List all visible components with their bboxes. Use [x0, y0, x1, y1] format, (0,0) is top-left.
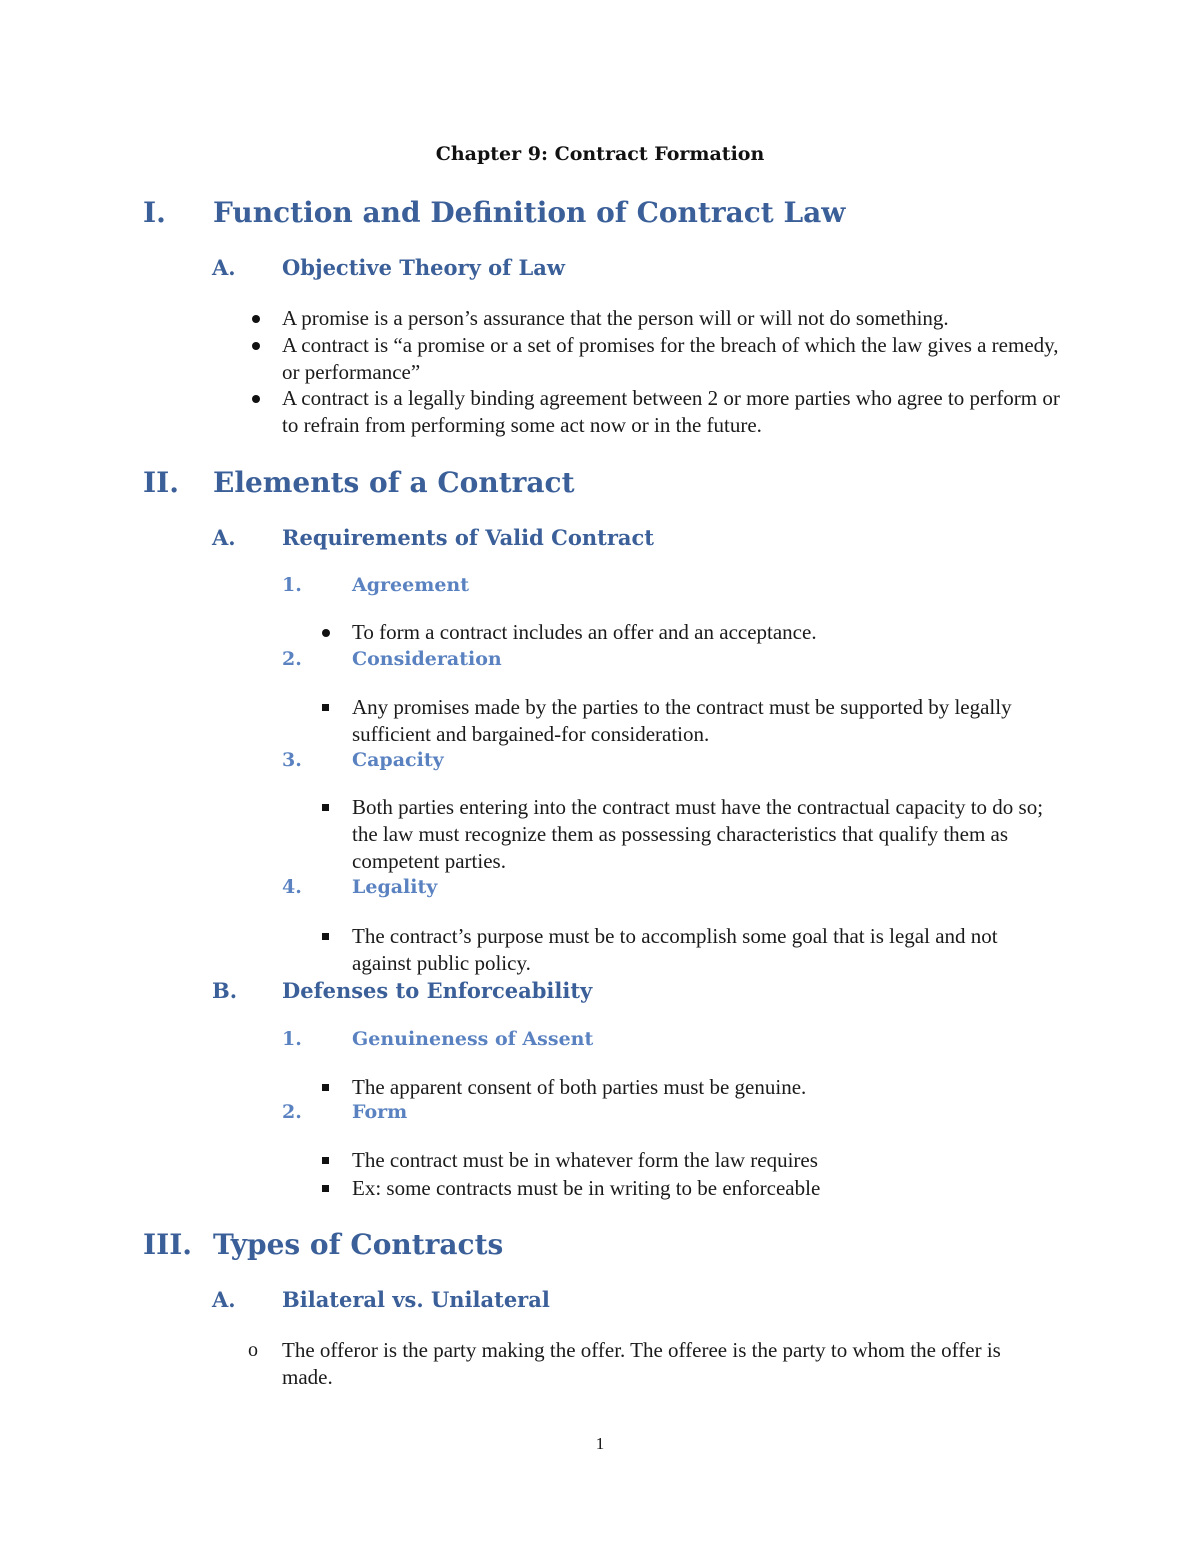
bullet-item [352, 794, 1062, 875]
subsection-title: Requirements of Valid Contract [282, 525, 654, 550]
bullet-text: The apparent consent of both parties must be genuine. [352, 1075, 807, 1099]
item-number: 2. [282, 648, 302, 670]
section-title: Elements of a Contract [213, 466, 575, 499]
item-title: Genuineness of Assent [352, 1028, 594, 1050]
page-title: Chapter 9: Contract Formation [435, 143, 765, 165]
item-number: 2. [282, 1101, 302, 1123]
bullet-item [352, 694, 1062, 748]
bullet-text: A contract is “a promise or a set of promises for the breach of which the law gives a remedy, or performance” [282, 333, 1059, 384]
page-number: 1 [595, 1434, 605, 1453]
item-title: Consideration [352, 648, 502, 670]
item-number: 3. [282, 749, 302, 771]
bullet-text: A contract is a legally binding agreement between 2 or more parties who agree to perform or to refrain from performing some act now or in the future. [282, 386, 1060, 437]
subsection-number: A. [212, 255, 236, 280]
bullet-text: Ex: some contracts must be in writing to be enforceable [352, 1176, 821, 1200]
bullet-text: Both parties entering into the contract must have the contractual capacity to do so; the law must recognize them as possessing characteristics that qualify them as competent parties. [352, 795, 1044, 873]
item-number: 1. [282, 1028, 302, 1050]
bullet-item [282, 385, 1072, 439]
bullet-item [352, 1147, 1062, 1174]
bullet-text: The contract’s purpose must be to accomplish some goal that is legal and not against public policy. [352, 924, 998, 975]
section-title: Types of Contracts [213, 1228, 504, 1261]
item-number: 1. [282, 574, 302, 596]
subsection-number: A. [212, 1287, 236, 1312]
bullet-text: The contract must be in whatever form the law requires [352, 1148, 818, 1172]
item-title: Agreement [352, 574, 469, 596]
item-title: Capacity [352, 749, 444, 771]
item-title: Legality [352, 876, 438, 898]
bullet-text: To form a contract includes an offer and an acceptance. [352, 620, 817, 644]
subsection-number: B. [212, 978, 238, 1003]
bullet-item [282, 332, 1072, 386]
bullet-item [282, 305, 1072, 332]
item-number: 4. [282, 876, 302, 898]
bullet-item: o The offeror is the party making the offer. The offeree is the party to whom the offer is made. [248, 1338, 1001, 1389]
bullet-text: A promise is a person’s assurance that the person will or will not do something. [282, 306, 949, 330]
section-number: II. [143, 466, 179, 499]
section-number: I. [143, 196, 166, 229]
subsection-title: Bilateral vs. Unilateral [282, 1287, 550, 1312]
subsection-title: Defenses to Enforceability [282, 978, 593, 1003]
subsection-number: A. [212, 525, 236, 550]
bullet-item [352, 923, 1062, 977]
bullet-text: The offeror is the party making the offer. The offeree is the party to whom the offer is made. [282, 1338, 1001, 1389]
item-title: Form [352, 1101, 408, 1123]
section-number: III. [143, 1228, 193, 1261]
section-title: Function and Definition of Contract Law [213, 196, 846, 229]
bullet-item [352, 619, 1062, 646]
subsection-title: Objective Theory of Law [282, 255, 565, 280]
bullet-item [352, 1074, 1062, 1101]
bullet-text: Any promises made by the parties to the contract must be supported by legally sufficient and bargained-for consideration. [352, 695, 1012, 746]
bullet-item [352, 1175, 1062, 1202]
